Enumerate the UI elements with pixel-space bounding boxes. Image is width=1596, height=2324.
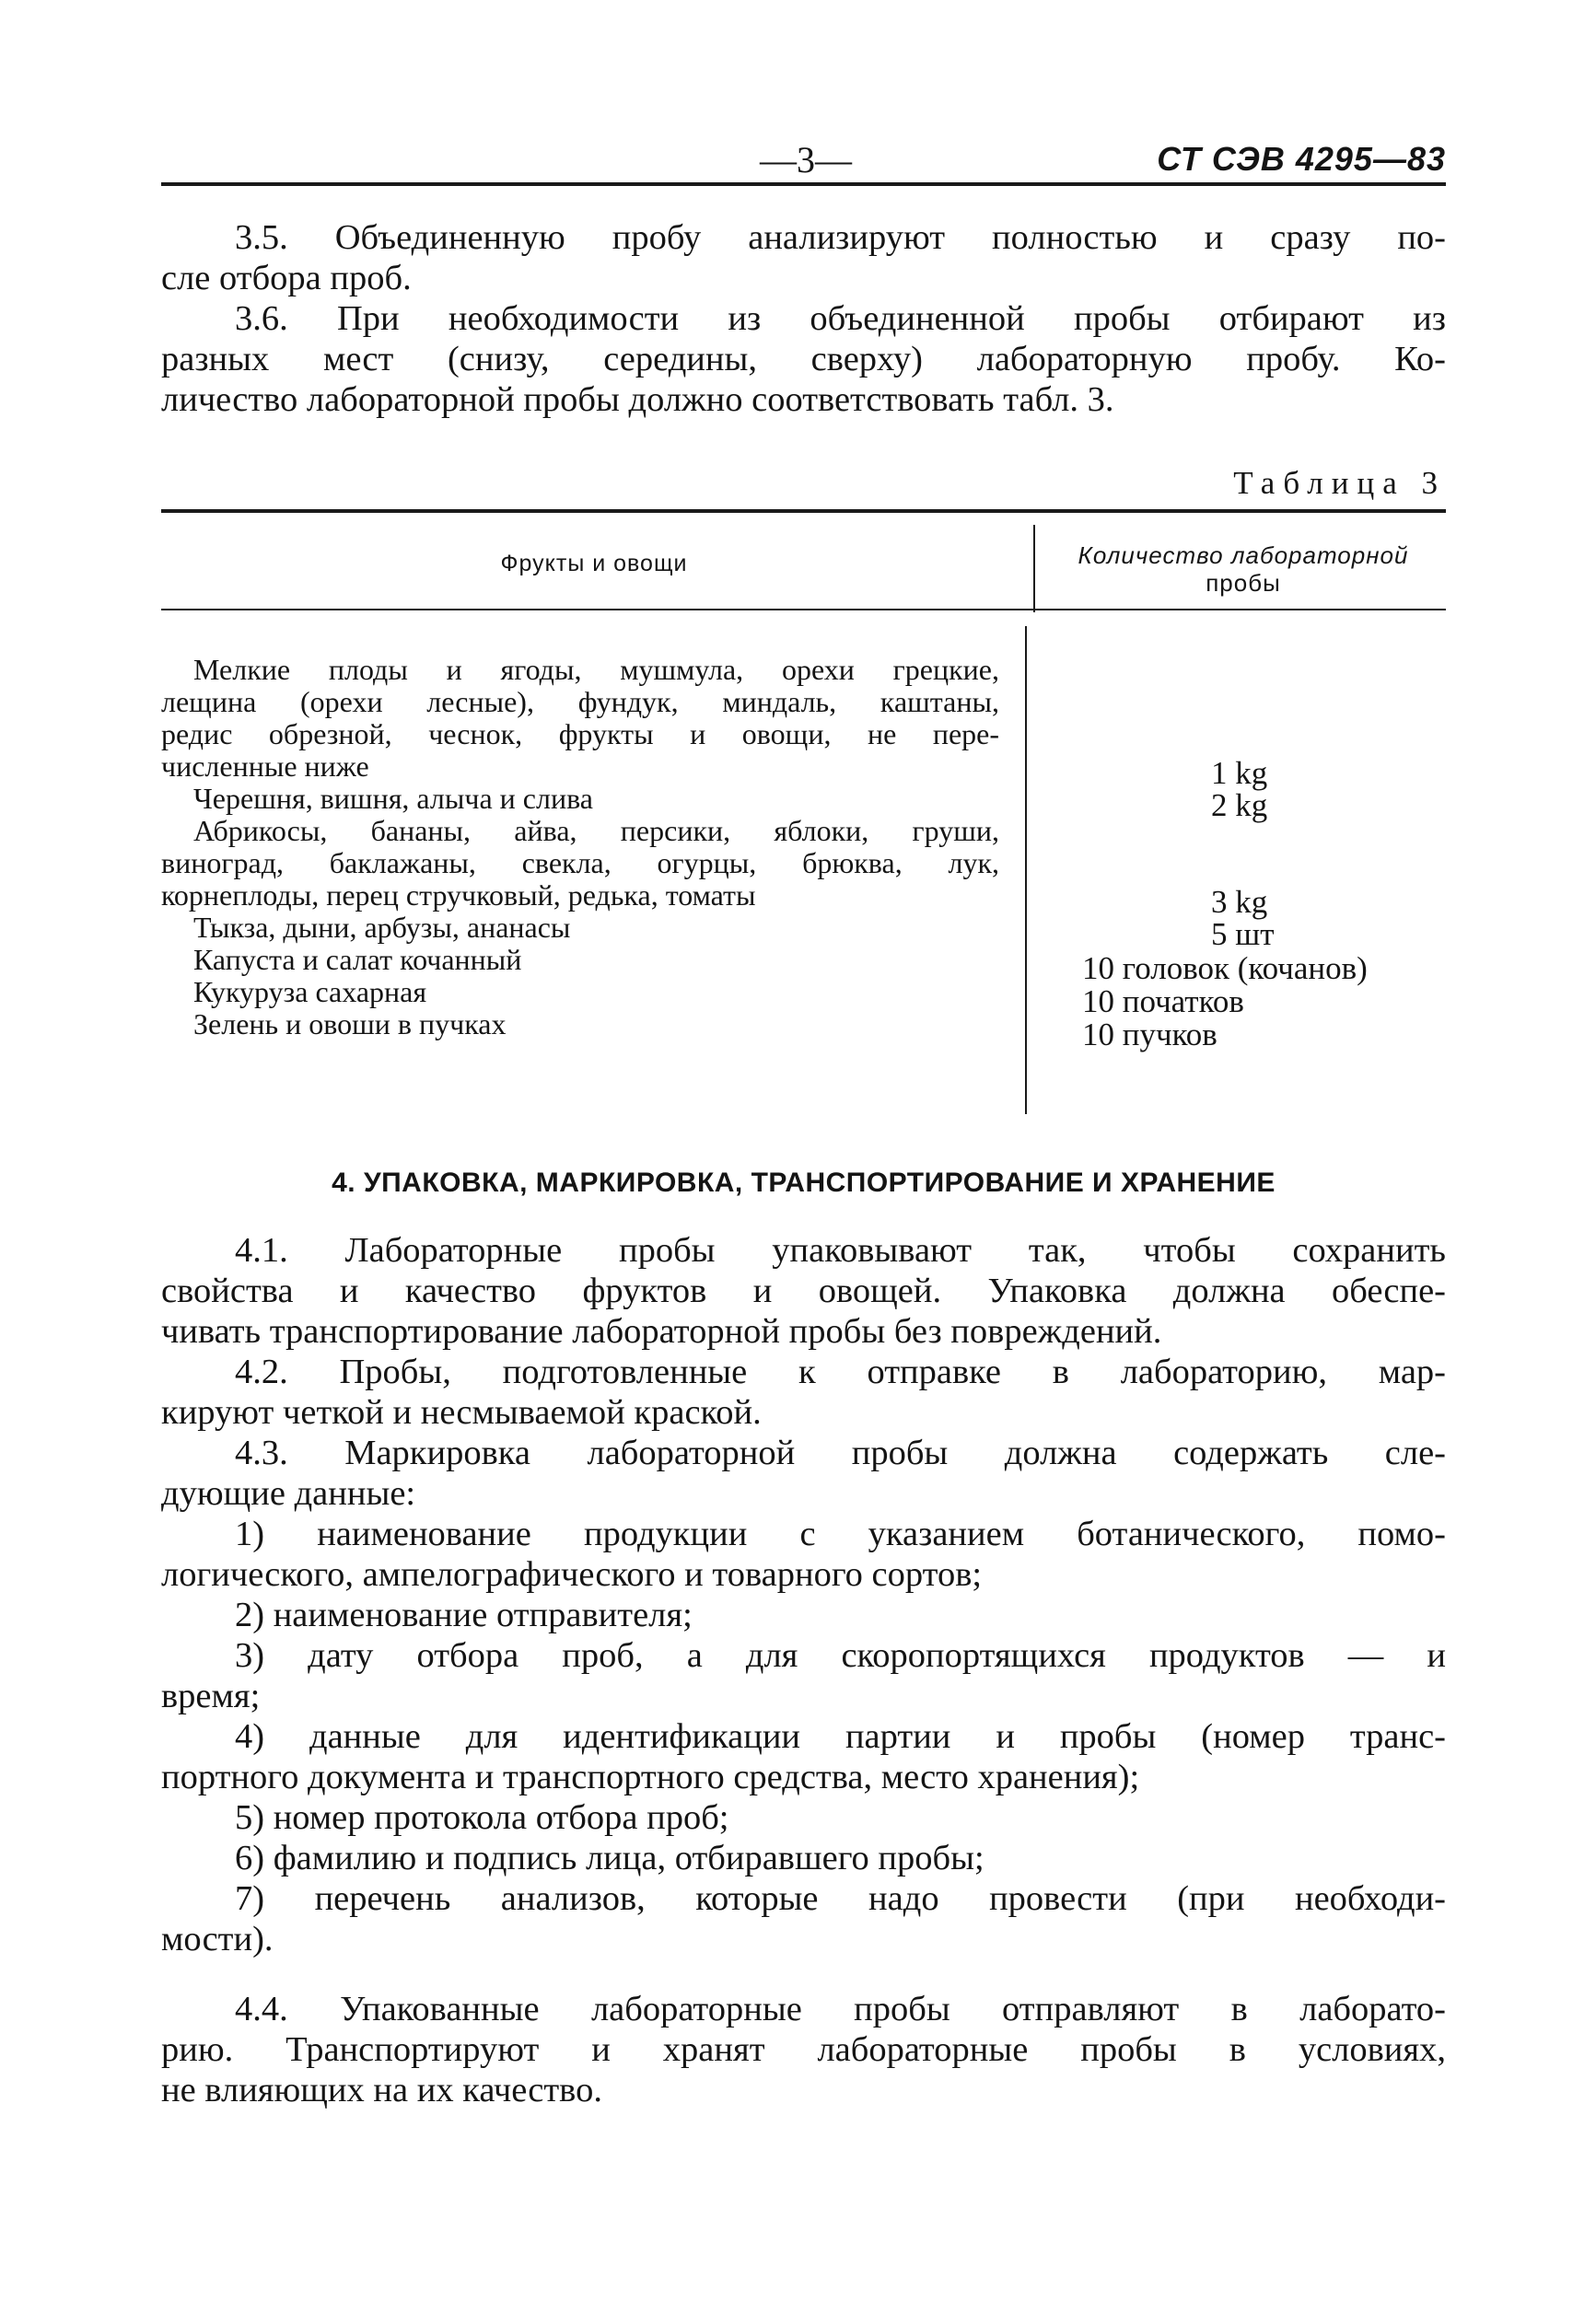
text-line: рию. Транспортируют и хранят лабораторные пробы в условиях, (161, 2030, 1446, 2069)
text-line: 4) данные для идентификации партии и пробы (номер транс- (235, 1717, 1446, 1756)
text-line: время; (161, 1677, 261, 1715)
table-header-products: Фрукты и овощи (500, 551, 688, 576)
text-line: кируют четкой и несмываемой краской. (161, 1393, 762, 1432)
text-line: не влияющих на их качество. (161, 2071, 602, 2109)
text-line: 2) наименование отправителя; (235, 1596, 693, 1634)
text-line: 3) дату отбора проб, а для скоропортящихся продуктов — и (235, 1636, 1446, 1675)
text-line: 4.1. Лабораторные пробы упаковывают так, чтобы сохранить (235, 1231, 1446, 1270)
table-row-products (161, 654, 999, 783)
text-line: 6) фамилию и подпись лица, отбиравшего пробы; (235, 1839, 984, 1877)
list-item (161, 1514, 1446, 1595)
text-line: Мелкие плоды и ягоды, мушмула, орехи грецкие, (193, 653, 999, 686)
text-line: личество лабораторной пробы должно соответствовать табл. 3. (161, 380, 1114, 419)
table-quantity-cell: 10 пучков (1082, 1017, 1217, 1052)
table-header-quantity (1041, 541, 1446, 597)
text-line: 4.3. Маркировка лабораторной пробы должна содержать сле- (235, 1434, 1446, 1472)
text-line: численные ниже (161, 749, 369, 783)
text-line: мости). (161, 1920, 274, 1958)
text-line: 1) наименование продукции с указанием ботанического, помо- (235, 1515, 1446, 1553)
list-item (161, 1797, 1446, 1838)
text-line: Абрикосы, бананы, айва, персики, яблоки, груши, (193, 814, 999, 847)
table-top-rule (161, 509, 1446, 513)
document-code: СТ СЭВ 4295—83 (1157, 140, 1446, 178)
list-item (161, 1878, 1446, 1959)
text-line: сле отбора проб. (161, 259, 412, 297)
text-line: лещина (орехи лесные), фундук, миндаль, каштаны, (161, 685, 999, 718)
paragraph-3-6 (161, 298, 1446, 420)
text-line: дующие данные: (161, 1474, 416, 1513)
table-header-rule (161, 609, 1446, 610)
table-row-products (161, 944, 999, 976)
text-line: корнеплоды, перец стручковый, редька, томаты (161, 878, 756, 912)
table-row-products (161, 815, 999, 912)
list-item (161, 1635, 1446, 1716)
header-rule (161, 182, 1446, 186)
text-line: Зелень и овоши в пучках (193, 1007, 507, 1040)
text-line: Кукуруза сахарная (193, 975, 427, 1008)
paragraph-4-2 (161, 1352, 1446, 1433)
table-body-divider (1025, 626, 1027, 1114)
table-row-products (161, 912, 999, 944)
page-number: —3— (760, 139, 852, 180)
text-line: виноград, баклажаны, свекла, огурцы, брюква, лук, (161, 846, 999, 879)
table-header-quantity-line1: Количество лабораторной (1078, 541, 1409, 569)
marking-list (161, 1514, 1446, 1959)
text-line: свойства и качество фруктов и овощей. Упаковка должна обеспе- (161, 1272, 1446, 1310)
table-row-products (161, 783, 999, 815)
table-quantity-cell: 5 шт (1211, 916, 1275, 952)
text-line: 3.6. При необходимости из объединенной пробы отбирают из (235, 299, 1446, 338)
list-item (161, 1595, 1446, 1635)
text-line: редис обрезной, чеснок, фрукты и овощи, не пере- (161, 717, 999, 750)
text-line: чивать транспортирование лабораторной пробы без повреждений. (161, 1312, 1162, 1351)
section-heading: 4. УПАКОВКА, МАРКИРОВКА, ТРАНСПОРТИРОВАНИЕ И ХРАНЕНИЕ (332, 1168, 1276, 1198)
table-header-quantity-line2: пробы (1206, 569, 1281, 597)
table-quantity-cell: 3 kg (1211, 884, 1268, 920)
list-item (161, 1716, 1446, 1797)
text-line: Капуста и салат кочанный (193, 943, 522, 976)
paragraph-4-4 (161, 1989, 1446, 2110)
paragraph-4-3 (161, 1433, 1446, 1514)
text-line: разных мест (снизу, середины, сверху) лабораторную пробу. Ко- (161, 340, 1446, 378)
text-line: логического, ампелографического и товарного сортов; (161, 1555, 983, 1594)
text-line: 4.2. Пробы, подготовленные к отправке в лабораторию, мар- (235, 1353, 1446, 1391)
table-row-products (161, 1008, 999, 1040)
text-line: 5) номер протокола отбора проб; (235, 1798, 729, 1837)
text-line: 7) перечень анализов, которые надо провести (при необходи- (235, 1879, 1446, 1918)
paragraph-3-5 (161, 217, 1446, 298)
table-quantity-cell: 10 початков (1082, 983, 1244, 1019)
table-header-divider (1033, 525, 1035, 612)
text-line: Тыкза, дыни, арбузы, ананасы (193, 911, 571, 944)
table-row-products (161, 976, 999, 1008)
text-line: Черешня, вишня, алыча и слива (193, 782, 593, 815)
paragraph-4-1 (161, 1230, 1446, 1352)
table-quantity-cell: 2 kg (1211, 787, 1268, 823)
text-line: портного документа и транспортного средства, место хранения); (161, 1758, 1140, 1796)
text-line: 4.4. Упакованные лабораторные пробы отправляют в лаборато- (235, 1990, 1446, 2028)
table-products-column (161, 654, 999, 1040)
table-quantity-cell: 10 головок (кочанов) (1082, 950, 1368, 986)
table-caption: Таблица 3 (1233, 465, 1446, 501)
document-page (161, 0, 1446, 2324)
list-item (161, 1838, 1446, 1878)
page-header (161, 138, 1446, 184)
text-line: 3.5. Объединенную пробу анализируют полностью и сразу по- (235, 218, 1446, 257)
table-quantity-cell: 1 kg (1211, 755, 1268, 791)
